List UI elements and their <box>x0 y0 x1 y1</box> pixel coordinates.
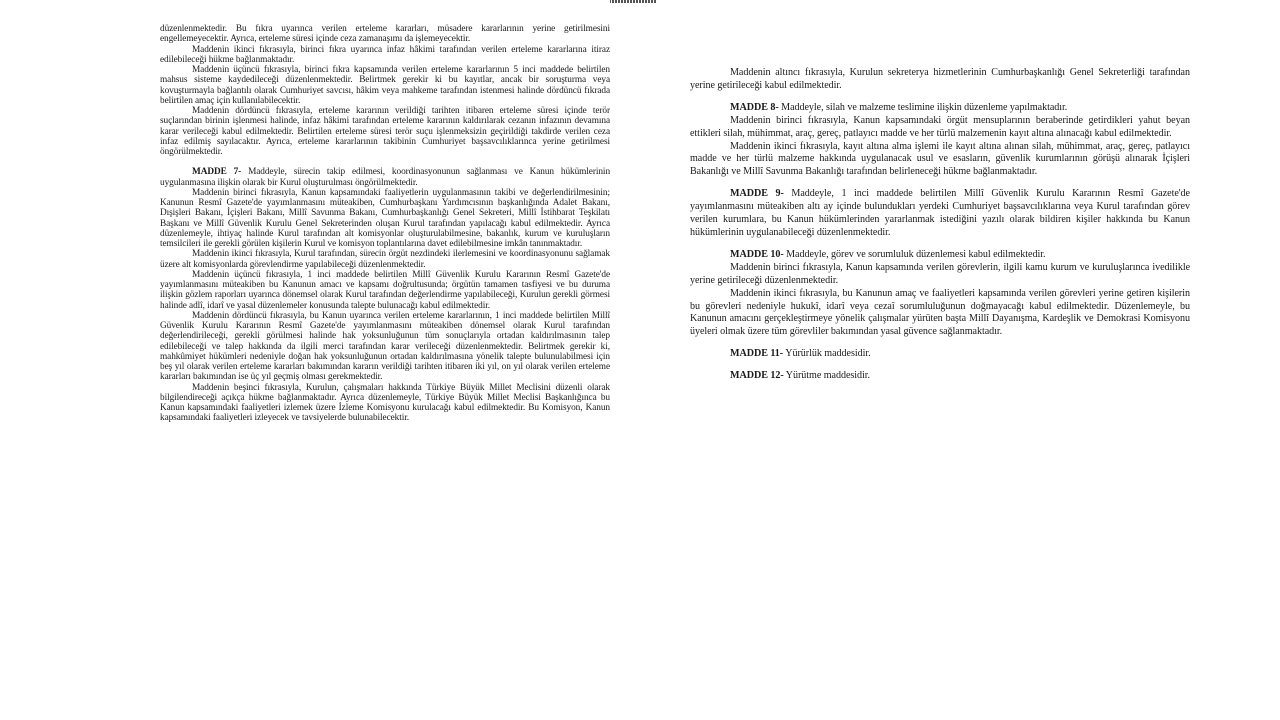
body-paragraph <box>160 270 610 311</box>
body-paragraph <box>690 115 1190 141</box>
article-paragraph <box>690 370 1190 383</box>
paragraph-text: Maddenin üçüncü fıkrasıyla, 1 inci maddede belirtilen Millî Güvenlik Kurulu Kararının Resmî Gazete'de yayımlanmasını müteakiben bu Kanunun amacı ve kapsamı doğrultusunda; örgütün tamamen tasfiyesi ve bu duruma ilişkin gözlem raporları uyarınca dönemsel olarak Kurul tarafından değerlendirme yapılabileceği, Kurulun gerekli görmesi halinde adlî, idarî ve yasal düzenlemeler konusunda talepte bulunacağı kabul edilmektedir. <box>160 269 610 311</box>
body-paragraph <box>160 45 610 66</box>
paragraph-text: Maddenin dördüncü fıkrasıyla, bu Kanun uyarınca verilen erteleme kararlarının, 1 inci maddede belirtilen Millî Güvenlik Kurulu Kararının Resmî Gazete'de yayımlanmasını müteakiben dönemsel olarak Kurul tarafından değerlendirileceği, gerekli görülmesi halinde hak yoksunluğunun tüm sonuçlarıyla ortadan kaldırılmasının talep edilebileceği ve talep hakkında da ilgili merci tarafından karar verileceği düzenlenmektedir. Belirtmek gerekir ki, mahkûmiyet hükümleri nedeniyle doğan hak yoksunluğunun ortadan kaldırılmasına yönelik talepte bulunulabilmesi için beş yıl olarak verilen erteleme kararları bakımından kararın verildiği tarihten itibaren iki yıl, on yıl olarak verilen erteleme kararları bakımından ise üç yıl geçmiş olması gerekmektedir. <box>160 310 610 383</box>
article-paragraph <box>690 249 1190 262</box>
paragraph-text: Maddeyle, silah ve malzeme teslimine ilişkin düzenleme yapılmaktadır. <box>778 101 1068 113</box>
body-paragraph <box>690 262 1190 288</box>
article-heading: MADDE 12- <box>730 370 784 382</box>
body-paragraph <box>160 249 610 270</box>
paragraph-text: Maddenin dördüncü fıkrasıyla, erteleme kararının verildiği tarihten itibaren erteleme süresi içinde terör suçlarından birinin işlenmesi halinde, infaz hâkimi tarafından erteleme kararının kaldırılarak cezanın infazının devamına karar verileceği kabul edilmektedir. Belirtilen erteleme süresi terör suçu işlenmeksizin geçirildiği takdirde verilen ceza infaz edilmiş sayılacaktır. Ayrıca, erteleme kararlarının takibinin Cumhuriyet başsavcılıklarınca yerine getirilmesi öngörülmektedir. <box>160 106 610 157</box>
body-paragraph <box>690 141 1190 180</box>
body-paragraph <box>160 188 610 250</box>
paragraph-text: Maddenin ikinci fıkrasıyla, kayıt altına alma işlemi ile kayıt altına alınan silah, mühimmat, araç, gereç, patlayıcı madde ve her türlü malzeme hakkında uygulanacak usul ve esasların, güvenlik kurumlarının görüşü alınarak İçişleri Bakanlığı ve Millî Savunma Bakanlığı tarafından belirleneceği hükme bağlanmaktadır. <box>690 140 1190 178</box>
article-paragraph <box>160 167 610 188</box>
paragraph-text: Maddeyle, görev ve sorumluluk düzenlemesi kabul edilmektedir. <box>783 248 1046 260</box>
paragraph-text: Maddenin ikinci fıkrasıyla, Kurul tarafından, sürecin örgüt nezdindeki ilerlemesini ve koordinasyonunu sağlamak üzere alt komisyonlarda görevlendirme yapılabileceği düzenlenmektedir. <box>160 249 610 270</box>
paragraph-text: Maddenin ikinci fıkrasıyla, bu Kanunun amaç ve faaliyetleri kapsamında verilen görevleri yerine getiren kişilerin bu görevleri nedeniyle hukukî, idarî veya cezaî sorumluluğunun doğmayacağı kabul edilmektedir. Düzenlemeyle, bu Kanunun amacını gerçekleştirmeye yönelik çalışmalar yürüten başta Millî Dayanışma, Kardeşlik ve Demokrasi Komisyonu üyeleri olmak üzere tüm görevliler bakımından yasal güvence sağlanmaktadır. <box>690 287 1190 338</box>
left-page-text <box>160 24 610 424</box>
paragraph-text: Maddenin üçüncü fıkrasıyla, birinci fıkra kapsamında verilen erteleme kararlarının 5 inci maddede belirtilen mahsus sisteme kaydedileceği düzenlenmektedir. Belirtmek gerekir ki bu kayıtlar, ancak bir soruşturma veya kovuşturmayla bağlantılı olarak Cumhuriyet savcısı, hâkim veya mahkeme tarafından istenmesi halinde dördüncü fıkrada belirtilen amaç için kullanılabilecektir. <box>160 65 610 106</box>
body-paragraph <box>160 65 610 106</box>
body-paragraph <box>160 106 610 157</box>
paragraph-text: Maddenin altıncı fıkrasıyla, Kurulun sekreterya hizmetlerinin Cumhurbaşkanlığı Genel Sekreterliği tarafından yerine getirileceği kabul edilmektedir. <box>690 67 1190 91</box>
paragraph-text: Maddenin birinci fıkrasıyla, Kanun kapsamındaki örgüt mensuplarının beraberinde getirdikleri yahut beyan ettikleri silah, mühimmat, araç, gereç, patlayıcı madde ve her türlü malzemenin kayıt altına alınacağı kabul edilmektedir. <box>690 114 1190 139</box>
body-paragraph <box>690 288 1190 340</box>
article-paragraph <box>690 348 1190 361</box>
paragraph-text: düzenlenmektedir. Bu fıkra uyarınca verilen erteleme kararları, müsadere kararlarının yerine getirilmesini engellemeyecektir. Ayrıca, erteleme süresi içinde ceza zamanaşımı da işlemeyecektir. <box>160 24 610 45</box>
paragraph-text: Yürütme maddesidir. <box>783 370 871 382</box>
document-page-left <box>160 0 610 720</box>
article-heading: MADDE 10- <box>730 248 784 260</box>
paragraph-text: Maddenin beşinci fıkrasıyla, Kurulun, çalışmaları hakkında Türkiye Büyük Millet Meclisini düzenli olarak bilgilendireceği açıkça hükme bağlanmaktadır. Ayrıca düzenlemeyle, Türkiye Büyük Millet Meclisi Başkanlığınca bu Kanun kapsamındaki faaliyetleri izlemek üzere İzleme Komisyonu kurulacağı kabul edilmektedir. Bu Komisyon, Kanun kapsamındaki faaliyetleri izleyecek ve tavsiyelerde bulunabilecektir. <box>160 382 610 424</box>
document-page-right <box>690 0 1190 720</box>
article-heading: MADDE 9- <box>730 188 784 200</box>
body-paragraph <box>160 383 610 424</box>
paragraph-text: Yürürlük maddesidir. <box>783 348 871 360</box>
article-heading: MADDE 7- <box>192 167 242 178</box>
body-paragraph <box>160 24 610 45</box>
paragraph-text: Maddeyle, sürecin takip edilmesi, koordinasyonunun sağlanması ve Kanun hükümlerinin uygulanmasına ilişkin olarak bir Kurul oluşturulması öngörülmektedir. <box>160 167 611 188</box>
paragraph-text: Maddeyle, 1 inci maddede belirtilen Millî Güvenlik Kurulu Kararının Resmî Gazete'de yayımlanmasını müteakiben altı ay içinde bulundukları yerdeki Cumhuriyet başsavcılıklarına veya Kurul tarafından görev verilen kurumlara, bu Kanun hükümlerinden yararlanmak istediğini yazılı olarak bildiren kişiler hakkında bu Kanun hükümlerinin uygulanabileceği düzenlenmektedir. <box>690 188 1190 238</box>
article-paragraph <box>690 102 1190 115</box>
body-paragraph <box>160 311 610 383</box>
paragraph-text: Maddenin birinci fıkrasıyla, Kanun kapsamında verilen görevlerin, ilgili kamu kurum ve kuruluşlarınca ivedilikle yerine getirileceği düzenlenmektedir. <box>690 261 1190 286</box>
paragraph-text: Maddenin ikinci fıkrasıyla, birinci fıkra uyarınca infaz hâkimi tarafından verilen erteleme kararlarına itiraz edilebileceği hükme bağlanmaktadır. <box>160 44 610 65</box>
article-heading: MADDE 8- <box>730 101 779 113</box>
article-paragraph <box>690 188 1190 240</box>
body-paragraph <box>690 67 1190 93</box>
article-heading: MADDE 11- <box>730 348 784 360</box>
right-page-text <box>690 67 1190 383</box>
paragraph-text: Maddenin birinci fıkrasıyla, Kanun kapsamındaki faaliyetlerin uygulanmasının takibi ve değerlendirilmesinin; Kanunun Resmî Gazete'de yayımlanmasını müteakiben, Cumhurbaşkanı Yardımcısının başkanlığında Adalet Bakanı, Dışişleri Bakanı, İçişleri Bakanı, Millî Savunma Bakanı, Cumhurbaşkanlığı Genel Sekreteri, Millî İstihbarat Teşkilatı Başkanı ve Millî Güvenlik Kurulu Genel Sekreterinden oluşan Kurul tarafından yapılacağı kabul edilmektedir. Ayrıca düzenlemeyle, ihtiyaç halinde Kurul tarafından alt komisyonlar oluşturulabilmesine, bakanlık, kurum ve kuruluşların temsilcileri ile gerekli görülen kişilerin Kurul ve komisyon toplantılarına davet edilebilmesine imkân tanınmaktadır. <box>160 187 610 249</box>
